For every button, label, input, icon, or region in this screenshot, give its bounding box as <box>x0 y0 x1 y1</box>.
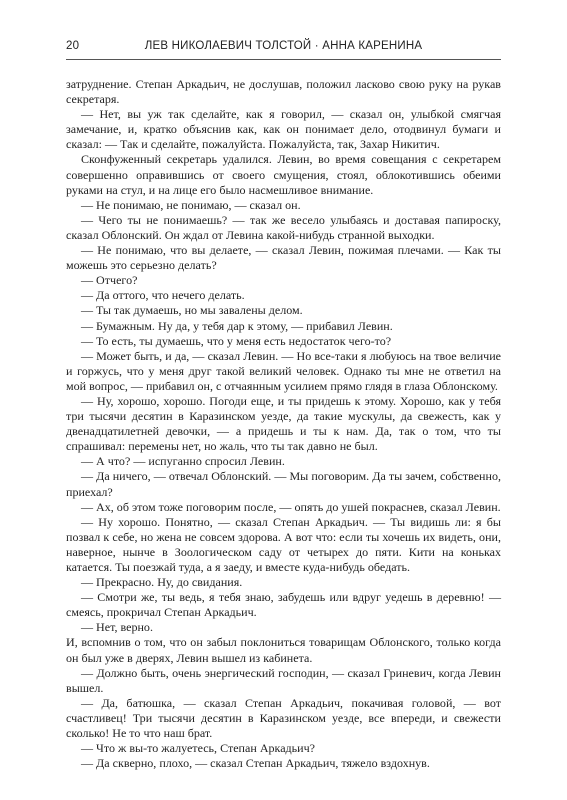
paragraph: — Да скверно, плохо, — сказал Степан Аркадьич, тяжело вздохнув. <box>81 756 430 771</box>
paragraph: — Да, батюшка, — сказал Степан Аркадьич, покачивая головой, — вот счастливец! Три тысячи десятин в Каразинском уезде, все впереди, и свежести сколько! Не то что наш брат. <box>66 695 501 741</box>
paragraph: — А что? — испуганно спросил Левин. <box>81 454 285 469</box>
paragraph: — Не понимаю, что вы делаете, — сказал Левин, пожимая плечами. — Как ты можешь это серьезно делать? <box>66 243 501 273</box>
paragraph: — Ты так думаешь, но мы завалены делом. <box>81 303 303 318</box>
header-rule <box>66 59 501 60</box>
paragraph: И, вспомнив о том, что он забыл поклониться товарищам Облонского, только когда он был уже в дверях, Левин вышел из кабинета. <box>66 635 501 665</box>
paragraph: — Ну, хорошо, хорошо. Погоди еще, и ты придешь к этому. Хорошо, как у тебя три тысячи десятин в Каразинском уезде, да такие мускулы, да свежесть, как у двенадцатилетней девочки, — а придешь и ты к нам. Да, так о том, что ты спрашивал: перемены нет, но жаль, что ты так давно не был. <box>66 393 501 454</box>
paragraph: — Нет, вы уж так сделайте, как я говорил, — сказал он, улыбкой смягчая замечание, и, кратко объяснив как, как он понимает дело, отодвинул бумаги и сказал: — Так и сделайте, пожалуйста. Пожалуйста, так, Захар Никитич. <box>66 107 501 152</box>
paragraph: Сконфуженный секретарь удалился. Левин, во время совещания с секретарем совершенно оправившись от своего смущения, стоял, облокотившись обеими руками на стул, и на лице его было насмешливое внимание. <box>66 152 501 197</box>
paragraph: — Ну хорошо. Понятно, — сказал Степан Аркадьич. — Ты видишь ли: я бы позвал к себе, но жена не совсем здорова. А вот что: если ты хочешь их видеть, они, наверное, нынче в Зоологическом саду от четырех до пяти. Кити на коньках катается. Ты поезжай туда, а я заеду, и вместе куда-нибудь обедать. <box>66 514 501 574</box>
paragraph: — Отчего? <box>81 273 138 288</box>
paragraph: — Да ничего, — отвечал Облонский. — Мы поговорим. Да ты зачем, собственно, приехал? <box>66 469 501 499</box>
paragraph: — Бумажным. Ну да, у тебя дар к этому, — прибавил Левин. <box>81 318 393 333</box>
page-body-text <box>66 77 501 771</box>
paragraph: затруднение. Степан Аркадьич, не дослушав, положил ласково свою руку на рукав секретаря. <box>66 77 501 107</box>
paragraph: — Может быть, и да, — сказал Левин. — Но все-таки я любуюсь на твое величие и горжусь, что у меня друг такой великий человек. Однако ты мне не ответил на мой вопрос, — прибавил он, с отчаянным усилием прямо глядя в глаза Облонскому. <box>66 348 501 393</box>
paragraph: — Чего ты не понимаешь? — так же весело улыбаясь и доставая папироску, сказал Облонский. Он ждал от Левина какой-нибудь странной выходки. <box>66 212 501 242</box>
paragraph: — Нет, верно. <box>81 620 153 635</box>
page-number: 20 <box>66 40 80 52</box>
paragraph: — То есть, ты думаешь, что у меня есть недостаток чего-то? <box>81 333 392 348</box>
paragraph: — Прекрасно. Ну, до свидания. <box>81 575 243 590</box>
paragraph: — Ах, об этом тоже поговорим после, — опять до ушей покраснев, сказал Левин. <box>81 499 501 514</box>
paragraph: — Да оттого, что нечего делать. <box>81 288 245 303</box>
paragraph: — Должно быть, очень энергический господин, — сказал Гриневич, когда Левин вышел. <box>66 665 501 695</box>
paragraph: — Не понимаю, не понимаю, — сказал он. <box>81 197 301 212</box>
paragraph: — Смотри же, ты ведь, я тебя знаю, забудешь или вдруг уедешь в деревню! — смеясь, прокричал Степан Аркадьич. <box>66 590 501 620</box>
running-title: ЛЕВ НИКОЛАЕВИЧ ТОЛСТОЙ · АННА КАРЕНИНА <box>144 40 423 52</box>
paragraph: — Что ж вы-то жалуетесь, Степан Аркадьич? <box>81 741 316 756</box>
